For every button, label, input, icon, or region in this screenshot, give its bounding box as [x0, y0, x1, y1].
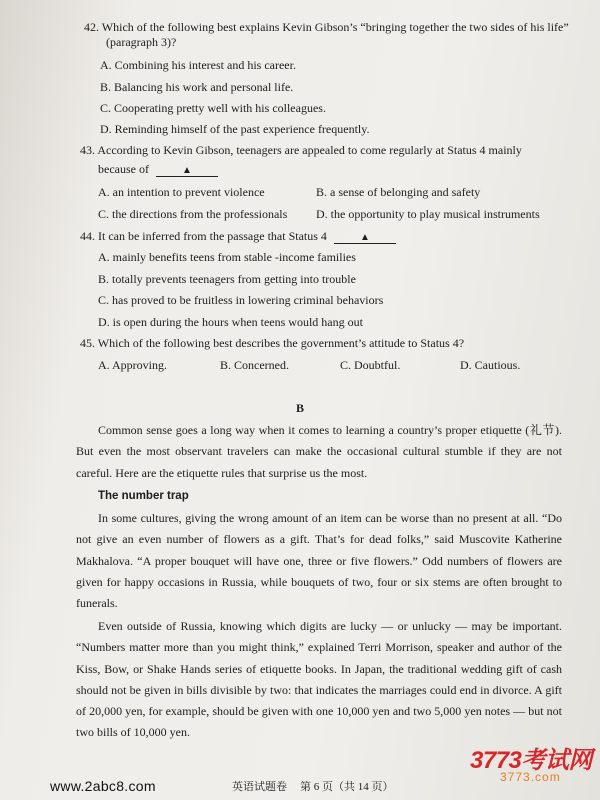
- answer-blank: ▲: [334, 232, 396, 244]
- option-d: D. Cautious.: [460, 358, 521, 372]
- subheading: The number trap: [98, 490, 189, 502]
- watermark-url: www.2abc8.com: [50, 778, 156, 794]
- question-stem: Which of the following best explains Kevin Gibson’s “bringing together the two sides of his life”: [101, 20, 569, 34]
- option-a: A. Approving.: [98, 358, 167, 372]
- option-c: C. Doubtful.: [340, 358, 401, 372]
- question-42: [84, 20, 569, 34]
- logo-domain: 3773.com: [500, 770, 561, 784]
- question-45: [80, 336, 464, 350]
- option-a: A. an intention to prevent violence: [98, 185, 265, 199]
- footer-page-number: 第 6 页（共 14 页）: [300, 781, 394, 793]
- option-c: C. has proved to be fruitless in lowering criminal behaviors: [98, 293, 384, 307]
- option-d: D. Reminding himself of the past experience frequently.: [100, 122, 370, 136]
- option-b: B. Balancing his work and personal life.: [100, 80, 294, 94]
- watermark-logo: [470, 740, 592, 792]
- intro-paragraph: [76, 420, 562, 484]
- option-d: D. the opportunity to play musical instruments: [316, 207, 540, 221]
- question-stem: According to Kevin Gibson, teenagers are appealed to come regularly at Status 4 mainly: [97, 143, 522, 157]
- option-d: D. is open during the hours when teens would hang out: [98, 315, 363, 329]
- question-stem: Which of the following best describes the government’s attitude to Status 4?: [97, 336, 465, 350]
- option-a: A. mainly benefits teens from stable -income families: [98, 250, 356, 264]
- question-number: 45.: [80, 336, 95, 350]
- answer-blank: ▲: [156, 165, 218, 177]
- question-43: [80, 143, 522, 157]
- question-number: 43.: [80, 143, 95, 157]
- body-text: Even outside of Russia, knowing which digits are lucky — or unlucky — may be important. “Numbers matter more than you might think,” explained Terri Morrison, speaker and author of the Kiss, Bow, or Shake Hands series of etiquette books. In Japan, the traditional wedding gift of cash should not be given in bills divisible by two: that indicates the marriages could end in divorce. A gift of 20,000 yen, for example, should be given with one 10,000 yen and two 5,000 yen notes — but not two bills of 10,000 yen.: [76, 619, 562, 740]
- option-b: B. a sense of belonging and safety: [316, 185, 481, 199]
- intro-text: Common sense goes a long way when it comes to learning a country’s proper etiquette (礼节). But even the most observant travelers can make the occasional cultural stumble if they are not careful. Here are the etiquette rules that surprise us the most.: [76, 423, 562, 480]
- section-label: B: [295, 401, 304, 415]
- option-c: C. Cooperating pretty well with his colleagues.: [100, 101, 326, 115]
- logo-title: 3773考试网: [470, 747, 592, 774]
- question-stem: It can be inferred from the passage that Status 4: [98, 229, 327, 243]
- body-text: In some cultures, giving the wrong amount of an item can be worse than no present at all. “Do not give an even number of flowers as a gift. That’s for dead folks,” said Muscovite Katherine Makhalova. “A proper bouquet will have one, three or five flowers.” Odd numbers of flowers are given for happy occasions in Russia, while bouquets of two, four or six stems are often brought to funerals.: [76, 511, 562, 611]
- option-b: B. totally prevents teenagers from getting into trouble: [98, 272, 356, 286]
- option-a: A. Combining his interest and his career.: [100, 58, 296, 72]
- body-paragraph-1: [76, 508, 562, 614]
- option-c: C. the directions from the professionals: [98, 207, 288, 221]
- question-number: 44.: [80, 229, 95, 243]
- footer-subject: 英语试题卷: [232, 781, 287, 793]
- question-stem-continued: (paragraph 3)?: [106, 35, 177, 49]
- question-number: 42.: [84, 20, 99, 34]
- question-44: [80, 229, 396, 244]
- body-paragraph-2: [76, 616, 562, 744]
- question-stem-continued: because of ▲: [98, 162, 218, 177]
- option-b: B. Concerned.: [220, 358, 289, 372]
